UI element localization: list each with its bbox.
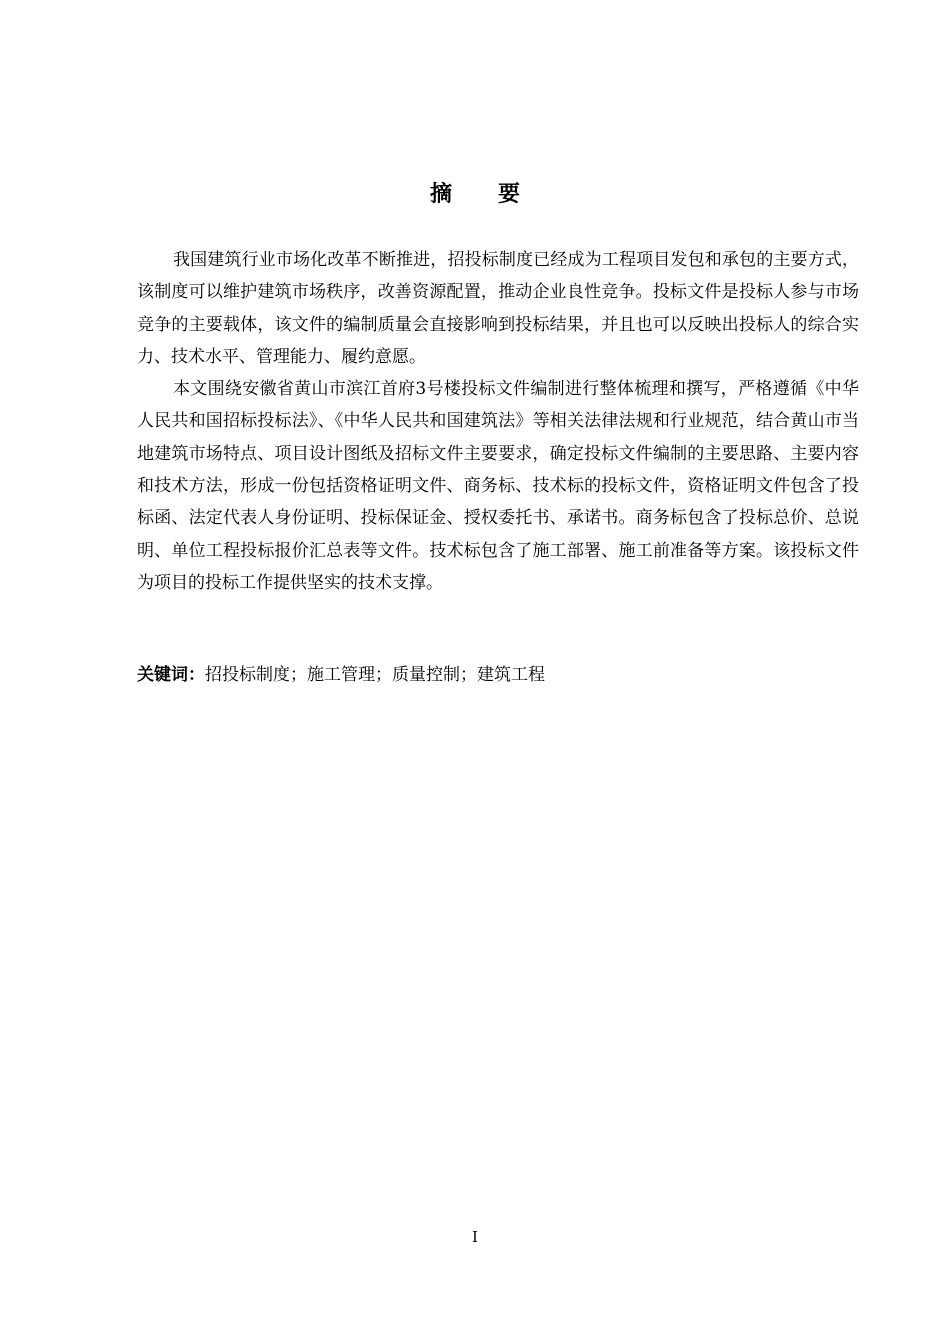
abstract-body	[137, 244, 859, 599]
keywords-line	[137, 660, 859, 690]
abstract-paragraph-2: 本文围绕安徽省黄山市滨江首府3号楼投标文件编制进行整体梳理和撰写，严格遵循《中华人民共和国招标投标法》、《中华人民共和国建筑法》等相关法律法规和行业规范，结合黄山市当地建筑市场特点、项目设计图纸及招标文件主要要求，确定投标文件编制的主要思路、主要内容和技术方法，形成一份包括资格证明文件、商务标、技术标的投标文件，资格证明文件包含了投标函、法定代表人身份证明、投标保证金、授权委托书、承诺书。商务标包含了投标总价、总说明、单位工程投标报价汇总表等文件。技术标包含了施工部署、施工前准备等方案。该投标文件为项目的投标工作提供坚实的技术支撑。	[137, 379, 859, 593]
title-char-2: 要	[498, 182, 521, 207]
abstract-title	[0, 180, 950, 210]
keywords-label: 关键词：	[137, 665, 205, 685]
title-char-1: 摘	[429, 182, 452, 207]
keywords-text: 招投标制度；施工管理；质量控制；建筑工程	[205, 665, 545, 685]
page-number: I	[472, 1228, 478, 1246]
abstract-paragraph-1: 我国建筑行业市场化改革不断推进，招投标制度已经成为工程项目发包和承包的主要方式，该制度可以维护建筑市场秩序，改善资源配置，推动企业良性竞争。投标文件是投标人参与市场竞争的主要载体，该文件的编制质量会直接影响到投标结果，并且也可以反映出投标人的综合实力、技术水平、管理能力、履约意愿。	[137, 250, 859, 367]
